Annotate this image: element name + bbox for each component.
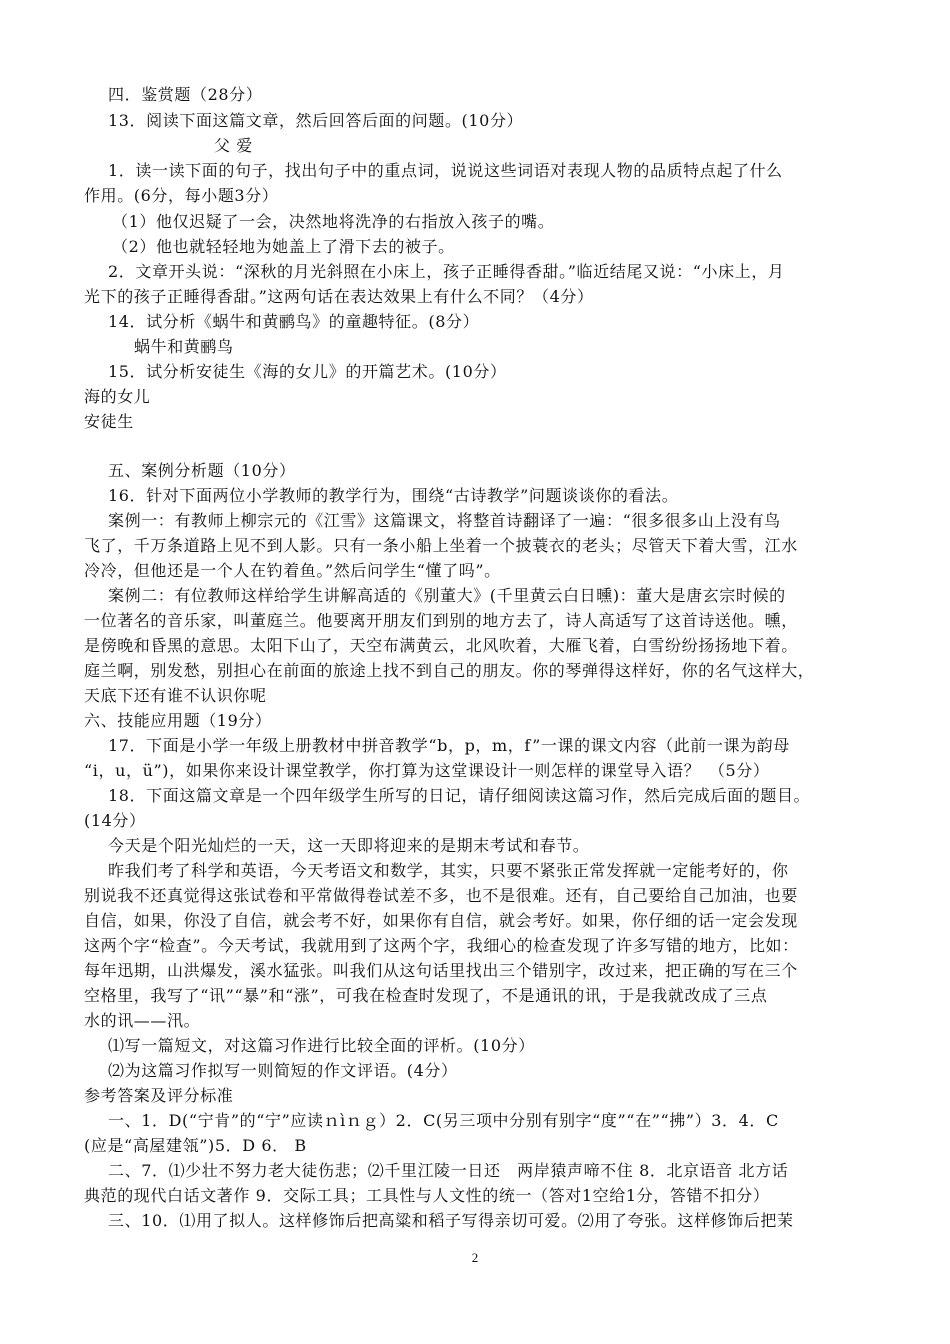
section-heading: 六、技能应用题（19分） — [84, 711, 272, 730]
text-line: 2．文章开头说：“深秋的月光斜照在小床上，孩子正睡得香甜。”临近结尾又说：“小床上，月 — [108, 262, 785, 281]
sub-question: ⑵为这篇习作拟写一则简短的作文评语。(4分） — [108, 1061, 458, 1080]
text-line: 昨我们考了科学和英语，今天考语文和数学，其实，只要不紧张正常发挥就一定能考好的，你 — [108, 861, 789, 880]
text-line: （1）他仅迟疑了一会，决然地将洗净的右指放入孩子的嘴。 — [112, 212, 555, 231]
text-line: 天底下还有谁不认识你呢 — [84, 686, 267, 705]
article-author: 安徒生 — [84, 412, 134, 431]
text-line: 案例二：有位教师这样给学生讲解高适的《别董大》(千里黄云白日曛)：董大是唐玄宗时候的 — [108, 586, 786, 605]
text-line: 飞了，千万条道路上见不到人影。只有一条小船上坐着一个披蓑衣的老头；尽管天下着大雪，江水 — [84, 536, 798, 555]
text-line: （2）他也就轻轻地为她盖上了滑下去的被子。 — [112, 237, 455, 256]
section-heading: 五、案例分析题（10分） — [108, 461, 296, 480]
text-line: 每年迅期，山洪爆发，溪水猛张。叫我们从这句话里找出三个错别字，改过来，把正确的写在三个 — [84, 961, 798, 980]
sub-question: ⑴写一篇短文，对这篇习作进行比较全面的评析。(10分） — [108, 1036, 535, 1055]
text-line: 一位著名的音乐家，叫董庭兰。他要离开朋友们到别的地方去了，诗人高适写了这首诗送他。曛， — [84, 611, 798, 630]
question-line: 15．试分析安徒生《海的女儿》的开篇艺术。(10分） — [108, 362, 507, 381]
text-line: 光下的孩子正睡得香甜。”这两句话在表达效果上有什么不同？（4分） — [84, 287, 594, 306]
text-line: 今天是个阳光灿烂的一天，这一天即将迎来的是期末考试和春节。 — [108, 836, 590, 855]
answer-line: 二、7．⑴少壮不努力老大徒伤悲；⑵千里江陵一日还 两岸猿声啼不住 8．北京语音 北方话 — [108, 1161, 789, 1180]
question-line: 14．试分析《蜗牛和黄鹂鸟》的童趣特征。(8分） — [108, 312, 480, 331]
section-heading: 参考答案及评分标准 — [84, 1086, 234, 1105]
text-line: 自信，如果，你没了自信，就会考不好，如果你有自信，就会考好。如果，你仔细的话一定会发现 — [84, 911, 798, 930]
answer-line: 三、10．⑴用了拟人。这样修饰后把高粱和稻子写得亲切可爱。⑵用了夸张。这样修饰后把茉 — [108, 1211, 794, 1230]
article-title: 蜗牛和黄鹂鸟 — [134, 337, 234, 356]
text-line: 别说我不还真觉得这张试卷和平常做得卷试差不多，也不是很难。还有，自己要给自己加油，也要 — [84, 886, 798, 905]
article-title: 海的女儿 — [84, 387, 151, 406]
text-line: 空格里，我写了“讯”“暴”和“涨”，可我在检查时发现了，不是通讯的讯，于是我就改成了三点 — [84, 986, 768, 1005]
text-line: 庭兰啊，别发愁，别担心在前面的旅途上找不到自己的朋友。你的琴弹得这样好，你的名气这样大， — [84, 661, 815, 680]
question-line: 13．阅读下面这篇文章，然后回答后面的问题。(10分） — [108, 111, 524, 130]
answer-line: 典范的现代白话文著作 9．交际工具；工具性与人文性的统一（答对1空给1分，答错不扣分） — [84, 1186, 770, 1205]
answer-line: 一、1．D(“宁肯”的“宁”应读ｎìｎｇ）2．C(另三项中分别有别字“度”“在”“拂”）3．4．C — [108, 1111, 779, 1130]
question-line: 16．针对下面两位小学教师的教学行为，围绕“古诗教学”问题谈谈你的看法。 — [108, 486, 679, 505]
article-title: 父 爱 — [214, 136, 253, 155]
text-line: 作用。(6分，每小题3分） — [84, 186, 279, 205]
question-line: 18．下面这篇文章是一个四年级学生所写的日记，请仔细阅读这篇习作，然后完成后面的题目。 — [108, 786, 811, 805]
text-line: (14分） — [84, 811, 146, 830]
page-number: 2 — [471, 1250, 479, 1265]
text-line: 1．读一读下面的句子，找出句子中的重点词，说说这些词语对表现人物的品质特点起了什么 — [108, 161, 783, 180]
question-line: 17．下面是小学一年级上册教材中拼音教学“b，p，m，f”一课的课文内容（此前一课为韵母 — [108, 736, 790, 755]
text-line: 水的讯——汛。 — [84, 1011, 201, 1030]
text-line: 案例一：有教师上柳宗元的《江雪》这篇课文，将整首诗翻译了一遍：“很多很多山上没有鸟 — [108, 511, 781, 530]
section-heading: 四．鉴赏题（28分） — [108, 85, 263, 104]
text-line: 这两个字“检查”。今天考试，我就用到了这两个字，我细心的检查发现了许多写错的地方，比如： — [84, 936, 799, 955]
text-line: 是傍晚和昏黑的意思。太阳下山了，天空布满黄云，北风吹着，大雁飞着，白雪纷纷扬扬地下着。 — [84, 636, 798, 655]
answer-line: (应是“高屋建瓴”)5．D 6． B — [84, 1136, 307, 1155]
text-line: “i，u，ü”)，如果你来设计课堂教学，你打算为这堂课设计一则怎样的课堂导入语？ （5分） — [84, 761, 770, 780]
text-line: 冷冷，但他还是一个人在钓着鱼。”然后问学生“懂了吗”。 — [84, 561, 501, 580]
